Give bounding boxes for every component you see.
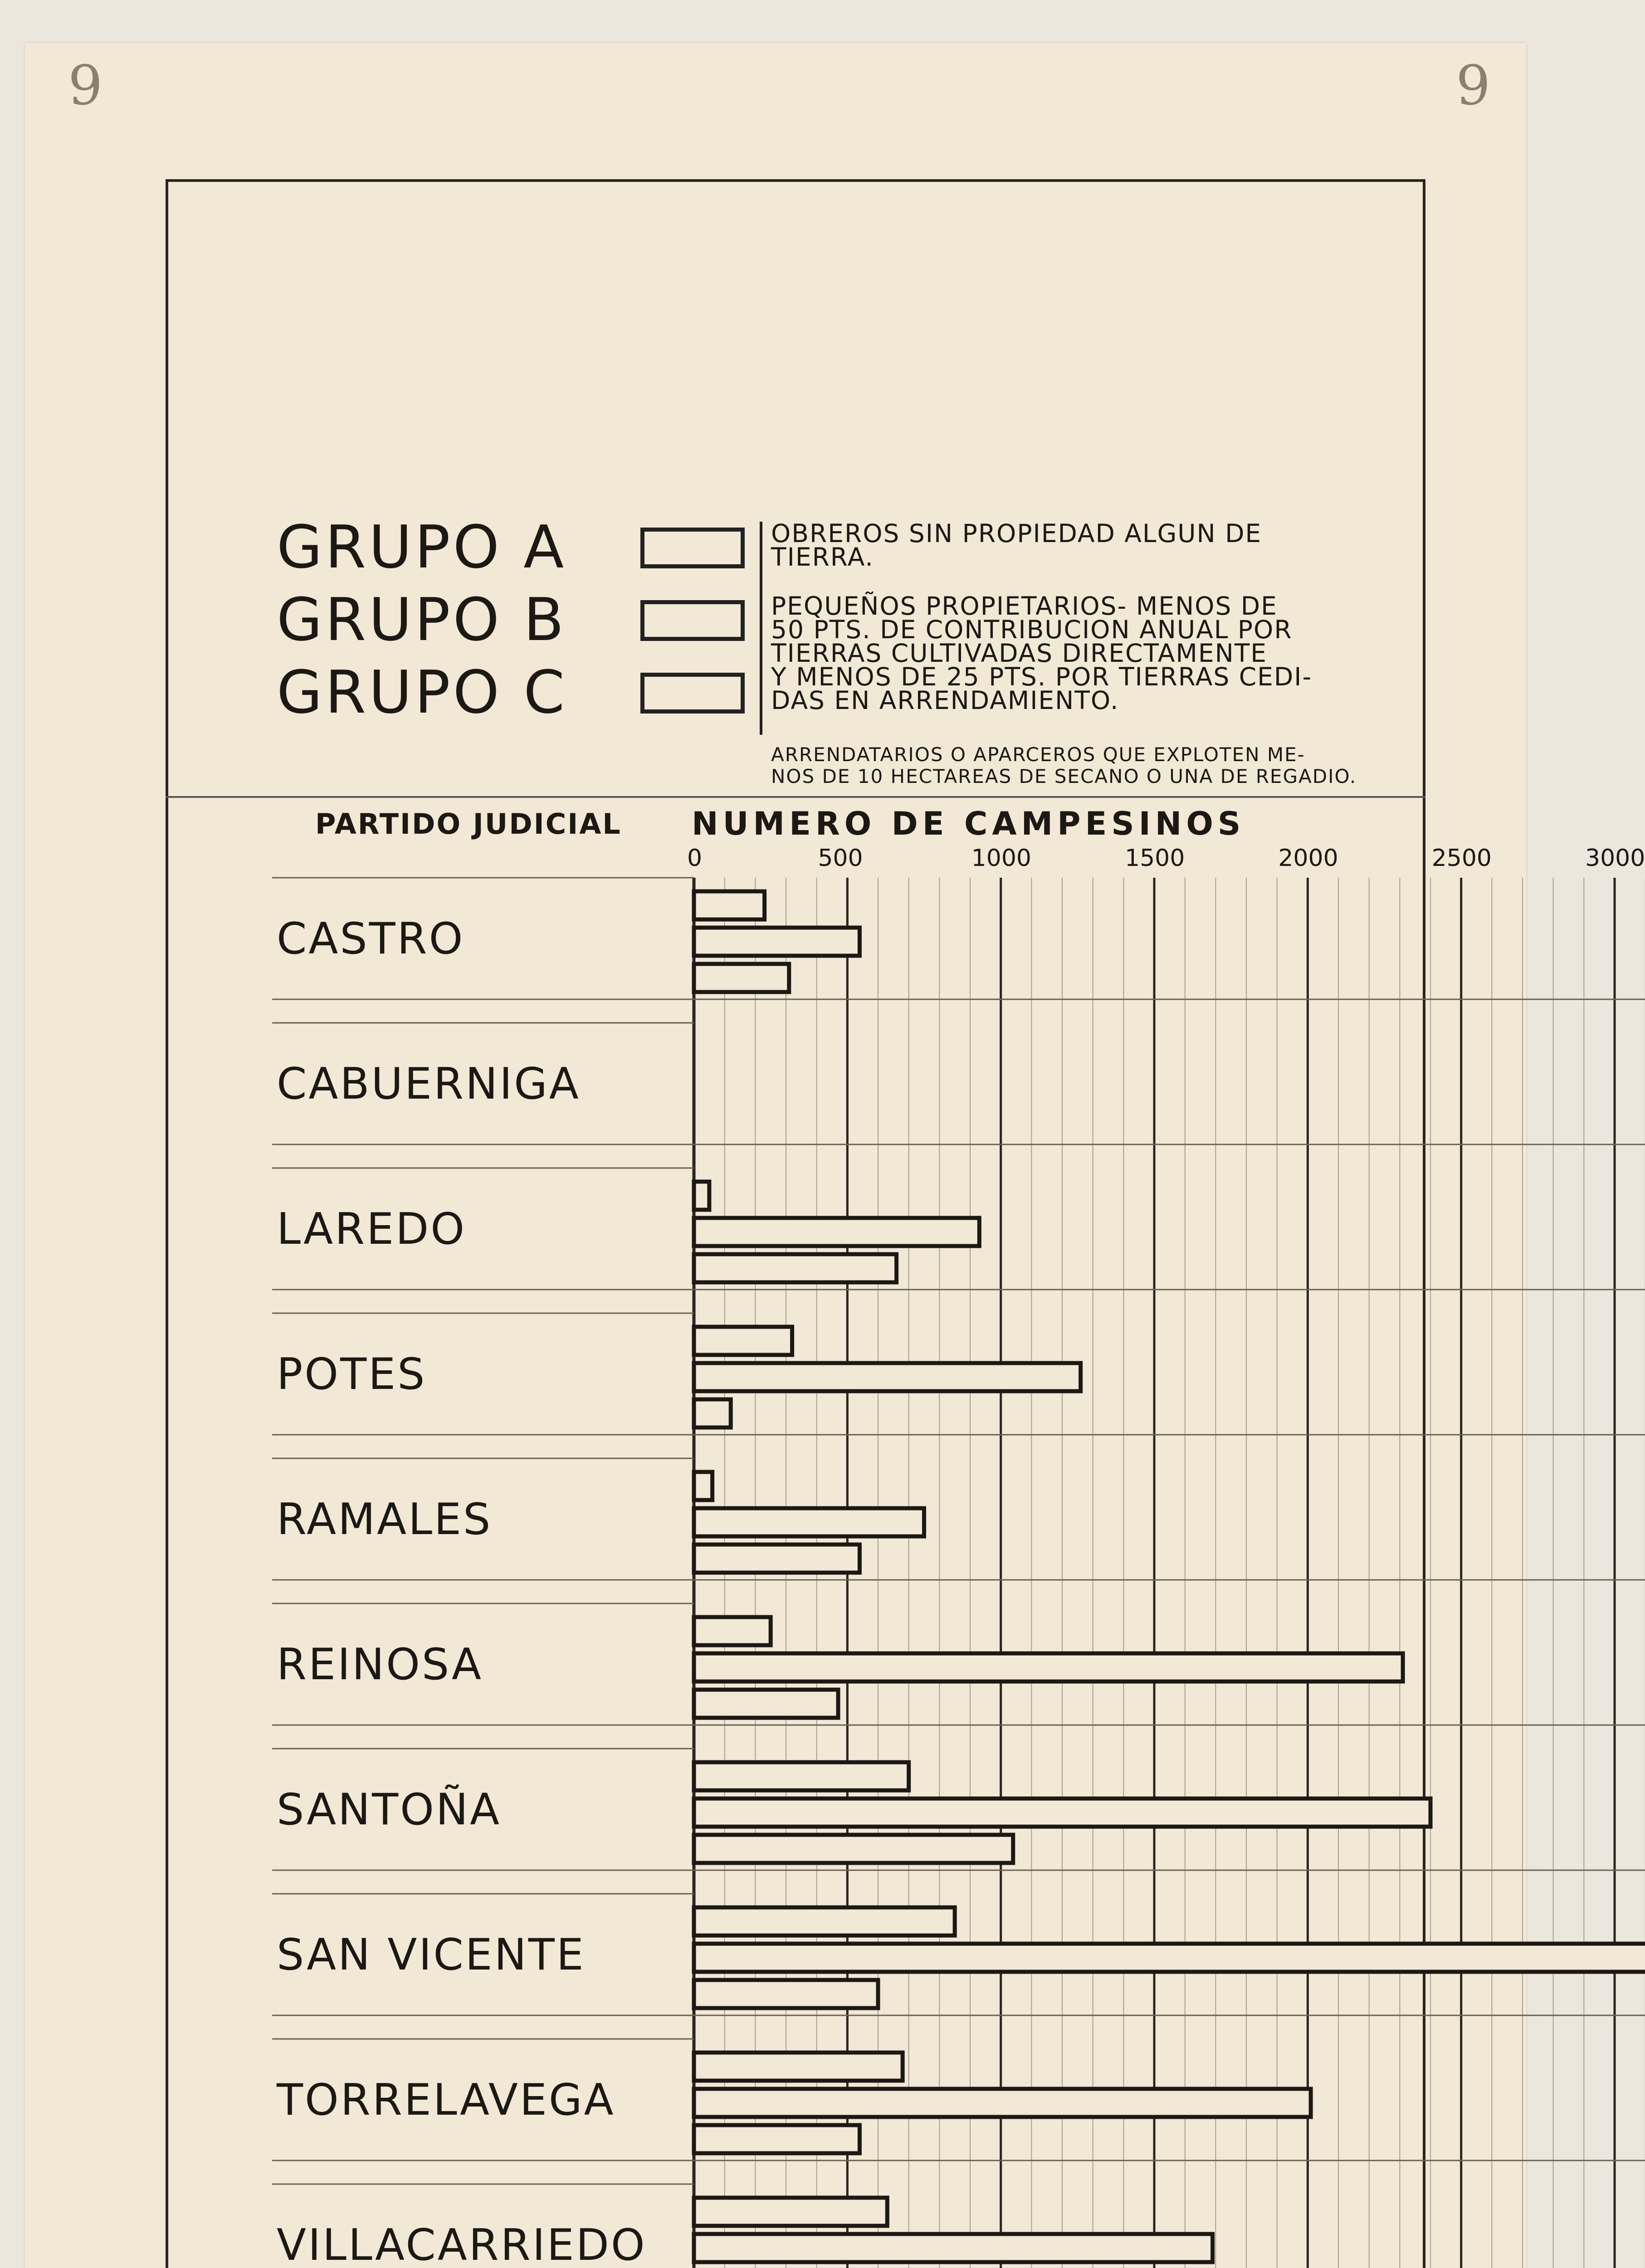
bar-grupo-b [694,928,859,956]
district-label: REINOSA [277,1640,483,1690]
district-label: SAN VICENTE [277,1930,586,1980]
group-a-description: OBREROS SIN PROPIEDAD ALGUN DE TIERRA. [771,519,1262,572]
bar-grupo-a [694,2053,903,2081]
bar-grupo-c [694,1980,878,2008]
district-label: CASTRO [277,914,465,964]
district-label: TORRELAVEGA [277,2075,615,2125]
district-label: LAREDO [277,1204,467,1254]
bar-grupo-a [694,1907,955,1936]
district-label: SANTOÑA [277,1785,501,1835]
partido-judicial-header: PARTIDO JUDICIAL [315,807,622,841]
x-tick-label: 0 [687,845,703,872]
district-label: POTES [277,1349,427,1399]
bar-grupo-b [694,1363,1081,1391]
numero-campesinos-header: NUMERO DE CAMPESINOS [692,805,1245,842]
group-c-label: GRUPO C [277,658,568,727]
group-b-description: PEQUEÑOS PROPIETARIOS- MENOS DE 50 PTS. DE CONTRIBUCION ANUAL POR TIERRAS CULTIVADAS DIRECTAMENTE Y MENOS DE 25 PTS. POR TIERRAS CEDI- DAS EN ARRENDAMIENTO. [771,591,1313,715]
group-c-description: ARRENDATARIOS O APARCEROS QUE EXPLOTEN ME- NOS DE 10 HECTAREAS DE SECANO O UNA DE REGADIO. [771,743,1357,787]
bar-grupo-c [694,1835,1013,1863]
x-tick-label: 2500 [1431,845,1492,872]
bar-grupo-c [694,1254,897,1282]
group-a-label: GRUPO A [277,513,567,582]
bar-grupo-b [694,1218,979,1246]
bar-grupo-b [694,2089,1311,2117]
bar-grupo-a [694,1327,792,1355]
district-label: CABUERNIGA [277,1059,581,1109]
district-label: RAMALES [277,1495,493,1545]
bar-grupo-b [694,2234,1213,2262]
x-tick-label: 2000 [1278,845,1338,872]
x-tick-label: 1500 [1125,845,1185,872]
bar-grupo-b [694,1799,1430,1827]
group-b-label: GRUPO B [277,585,567,654]
bar-grupo-b [694,1944,1645,1972]
x-tick-label: 500 [818,845,863,872]
bar-grupo-b [694,1653,1403,1681]
corner-number-left: 9 [68,54,103,117]
bar-grupo-a [694,2198,887,2226]
bar-grupo-b [694,1508,924,1536]
bar-grupo-a [694,1472,713,1500]
bar-grupo-a [694,1617,771,1645]
bar-grupo-a [694,891,765,919]
x-tick-label: 1000 [971,845,1031,872]
x-tick-label: 3000 [1585,845,1645,872]
bar-grupo-c [694,1690,838,1718]
bar-grupo-a [694,1182,709,1210]
district-label: VILLACARRIEDO [277,2220,647,2268]
corner-number-right: 9 [1456,54,1491,117]
bar-grupo-c [694,964,789,992]
bar-grupo-c [694,1545,859,1573]
bar-grupo-c [694,2125,859,2153]
bar-grupo-a [694,1762,909,1790]
bar-grupo-c [694,1399,731,1427]
